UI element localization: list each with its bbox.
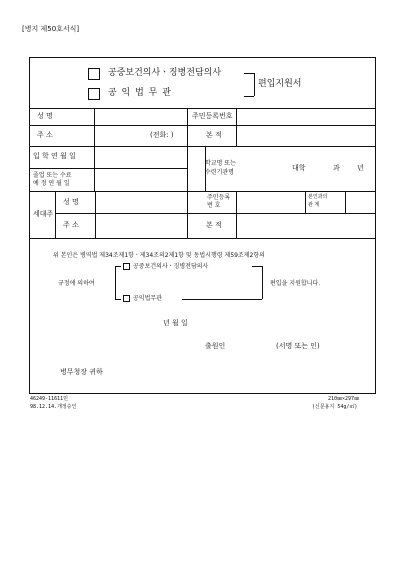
relation-label-2: 관 계 (308, 202, 320, 208)
relation-label-1: 본인과의 (308, 194, 328, 200)
approval-date: 98.12.14.개정승인 (30, 404, 77, 410)
applicant-label: 출원인 (205, 342, 226, 350)
statement-prefix: 규정에 의하여 (58, 280, 95, 287)
date-line: 년 월 일 (163, 319, 188, 327)
school-label-2: 수련기관명 (205, 169, 234, 176)
householder-domicile-label: 본 적 (206, 221, 222, 229)
householder-rrn-label-2: 번 호 (207, 202, 221, 209)
option-checkbox-legal[interactable] (88, 88, 100, 100)
householder-label: 세대주 (33, 210, 54, 218)
paper-type: (신문용지 54g/㎡) (312, 404, 358, 410)
statement-option-medical: 공중보건의사ㆍ징병전담의사 (133, 263, 209, 270)
domicile-label: 본 적 (206, 131, 222, 139)
domicile-field[interactable] (238, 128, 373, 143)
statement-option-legal: 공익법무관 (133, 295, 162, 302)
statement-checkbox-medical[interactable] (123, 263, 130, 270)
rrn-label: 주민등록번호 (192, 112, 233, 120)
householder-rrn-label-1: 주민등록 (207, 194, 231, 201)
department-label: 과 (333, 164, 340, 172)
university-label: 대학 (292, 164, 306, 172)
householder-name-label: 성 명 (63, 198, 79, 206)
name-label: 성 명 (37, 112, 53, 120)
addressee: 병무청장 귀하 (60, 368, 103, 376)
title-suffix: 편입지원서 (258, 79, 302, 89)
statement-suffix: 편입을 지원합니다. (270, 280, 321, 287)
statement-line1: 위 본인은 병역법 제34조제1항ㆍ제34조의2제1항 및 동법시행령 제59조제2항의 (53, 252, 265, 259)
year-label: 년 (357, 164, 364, 172)
admission-date-label: 입 학 연 월 일 (33, 152, 76, 160)
school-label-1: 학교명 또는 (205, 160, 236, 167)
phone-label: (전화: ) (150, 131, 174, 139)
graduation-label-2: 예 정 연 월 일 (33, 180, 70, 187)
rrn-field[interactable] (238, 110, 373, 123)
form-code: 46249-11611민 (30, 396, 68, 402)
signature-label: (서명 또는 인) (276, 342, 320, 350)
form-label: [병지 제50호서식] (22, 25, 80, 33)
graduation-label-1: 졸업 또는 수료 (33, 172, 72, 179)
paper-size: 210㎜×297㎜ (328, 396, 360, 402)
title-option-legal: 공 익 법 무 관 (108, 88, 172, 98)
title-option-medical: 공중보건의사ㆍ징병전담의사 (108, 68, 222, 78)
name-field[interactable] (96, 110, 184, 123)
option-checkbox-medical[interactable] (88, 68, 100, 80)
statement-checkbox-legal[interactable] (123, 295, 130, 302)
householder-address-label: 주 소 (63, 221, 79, 229)
address-label: 주 소 (37, 131, 53, 139)
